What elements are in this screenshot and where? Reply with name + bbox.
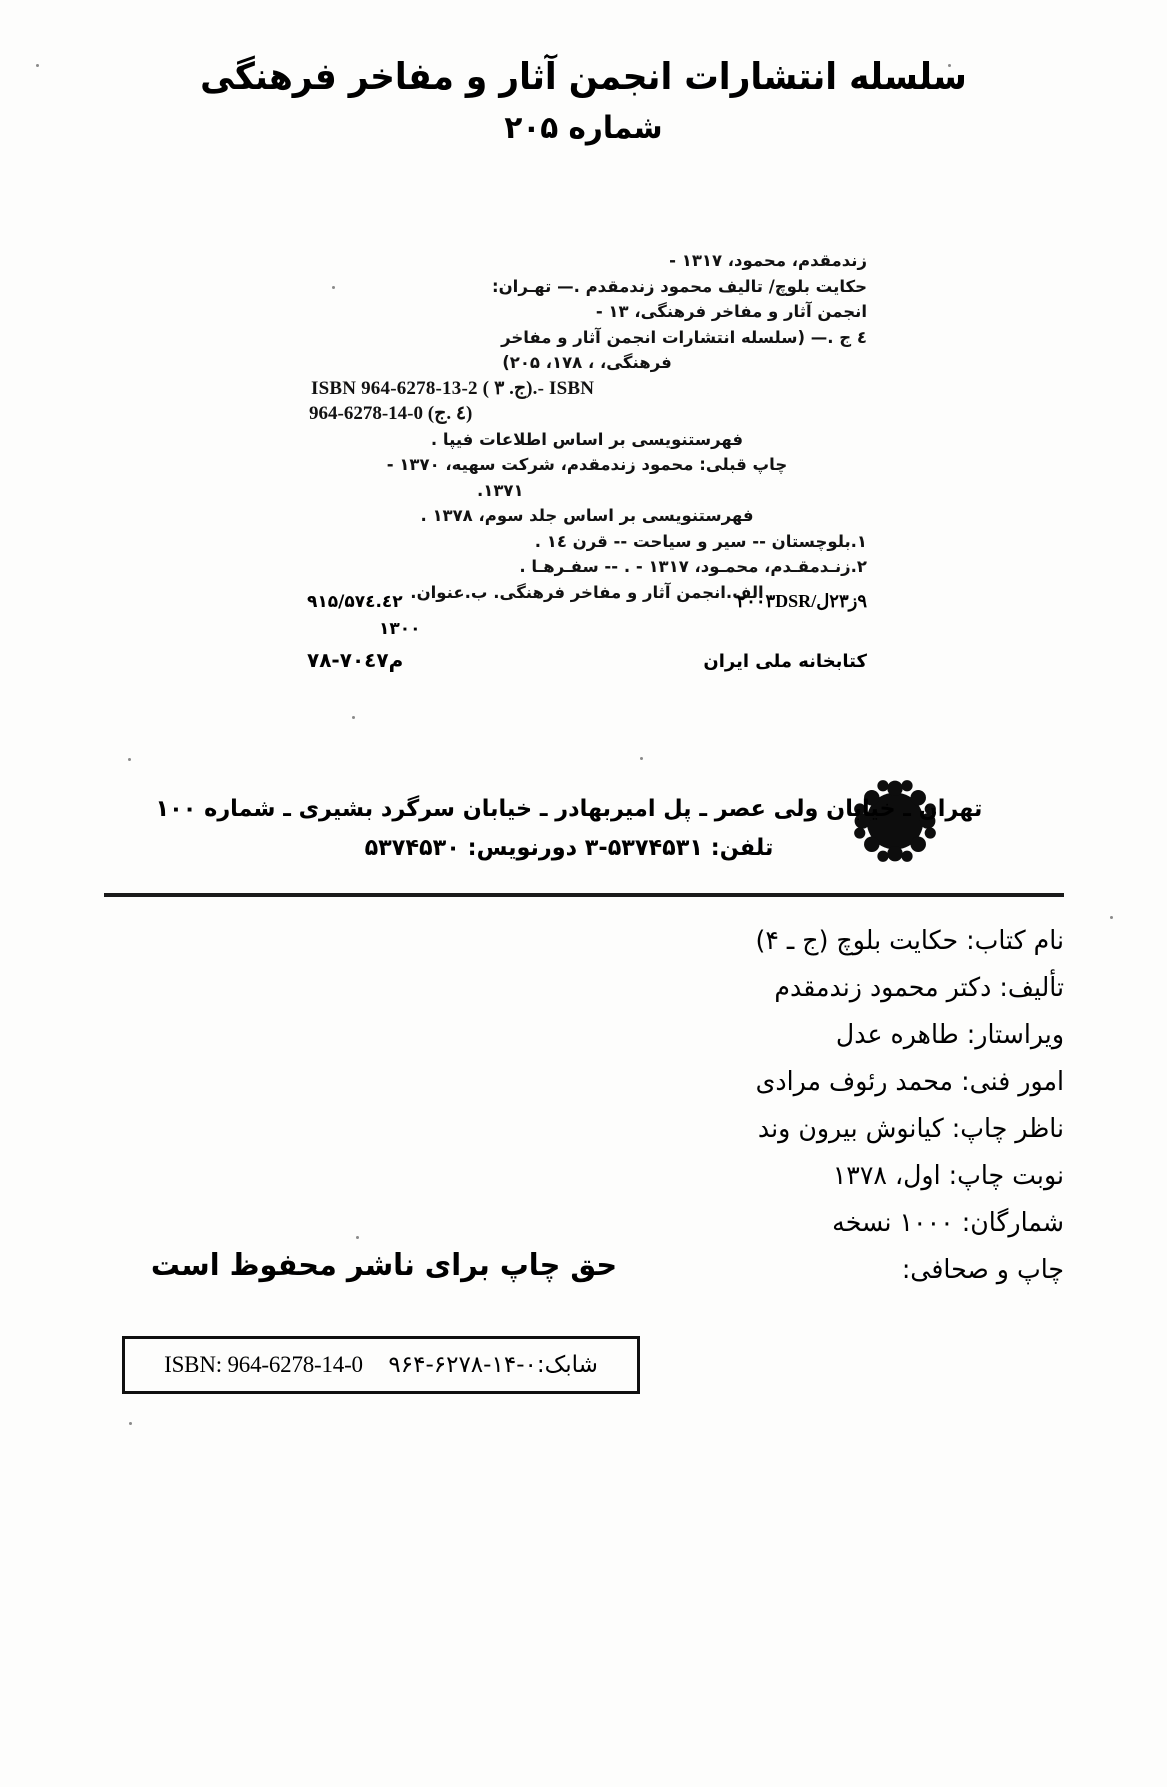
series-header [0, 52, 1167, 146]
isbn-number-fa: ۰-۱۴-۶۲۷۸-۹۶۴ [388, 1352, 537, 1378]
isbn-box [122, 1336, 640, 1394]
colophon-value: حکایت بلوچ (ج ـ ۴) [755, 926, 959, 956]
cip-cataloging-basis: فهرستنویسی بر اساس جلد سوم، ۱۳۷۸ . [420, 506, 754, 525]
scan-speck [1110, 916, 1113, 919]
colophon-label: ویراستار: [966, 1020, 1064, 1050]
isbn-number-en: 964-6278-14-0 [227, 1352, 363, 1377]
colophon-value: محمد رئوف مرادی [755, 1067, 954, 1097]
colophon-value: کیانوش بیرون وند [757, 1114, 944, 1144]
publisher-address-line: تهران ـ خیابان ولی عصر ـ پل امیربهادر ـ خیابان سرگرد بشیری ـ شماره ۱۰۰ [155, 796, 983, 822]
cip-added-entries: الف.انجمن آثار و مفاخر فرهنگی. ب.عنوان. [410, 582, 764, 602]
colophon-value: طاهره عدل [835, 1020, 959, 1050]
scan-speck [640, 757, 643, 760]
colophon-block [104, 918, 1064, 1294]
cip-subject-baluchistan: ۱.بلوچستان -- سیر و سیاحت -- قرن ۱٤ . [534, 531, 867, 551]
call-number-row [307, 588, 867, 642]
colophon-value: اول، ۱۳۷۸ [832, 1161, 941, 1191]
dewey-call-number: ۹۱۵/۵۷٤.٤۲ [307, 592, 403, 612]
colophon-row-edition [133, 1153, 1064, 1200]
cip-subject-zandmoqaddam: ۲.زنـدمقـدم، محمـود، ۱۳۱۷ - . -- سفـرهـا . [519, 557, 867, 576]
colophon-label: تألیف: [999, 973, 1064, 1003]
cip-extent-series: ٤ ج .— (سلسله انتشارات انجمن آثار و مفاخر [501, 327, 867, 347]
cip-cataloging-block [307, 248, 867, 605]
colophon-label: امور فنی: [961, 1067, 1064, 1097]
cip-series-numbering: فرهنگی، ، ۱۷۸، ۲۰۵) [502, 353, 672, 372]
colophon-value: دکتر محمود زندمقدم [774, 973, 992, 1003]
colophon-row-print-supervisor [133, 1106, 1064, 1153]
cip-author-heading: زندمقدم، محمود، ۱۳۱۷ - [669, 251, 867, 270]
isbn-label-fa: شابک: [536, 1352, 598, 1378]
colophon-label: شمارگان: [961, 1208, 1064, 1238]
horizontal-divider [104, 893, 1064, 897]
isbn-label-en: ISBN: [164, 1352, 222, 1377]
colophon-label: نام کتاب: [966, 926, 1064, 956]
cip-title-statement: حکایت بلوچ/ تالیف محمود زندمقدم .— تهـران: [492, 276, 867, 296]
colophon-row-print-run [133, 1200, 1064, 1247]
colophon-label: ناظر چاپ: [951, 1114, 1064, 1144]
colophon-row-book-title [133, 918, 1064, 965]
scan-speck [352, 716, 355, 719]
lc-call-number: ۹ز۲۳ل/۲۰۰۳DSR [736, 591, 867, 611]
cip-isbn-volume-4: 964-6278-14-0 (٤ .ج) [309, 403, 473, 424]
series-title: سلسله انتشارات انجمن آثار و مفاخر فرهنگی [200, 55, 967, 98]
cip-fipa-note: فهرستنویسی بر اساس اطلاعات فیپا . [430, 429, 744, 449]
national-library-row [307, 648, 867, 672]
publisher-phone-line: تلفن: ۵۳۷۴۵۳۱-۳ دورنویس: ۵۳۷۴۵۳۰ [364, 835, 774, 861]
scan-speck [128, 758, 131, 761]
colophon-label: چاپ و صحافی: [901, 1255, 1064, 1285]
scan-speck [129, 1422, 132, 1425]
national-library-label: کتابخانه ملی ایران [703, 651, 867, 672]
cip-previous-edition: چاپ قبلی: محمود زندمقدم، شرکت سهیه، ۱۳۷۰ - [386, 455, 788, 474]
isbn-content [164, 1352, 598, 1378]
national-library-record-number: م۷۰٤۷-۷۸ [307, 648, 404, 672]
colophon-value: ۱۰۰۰ نسخه [832, 1208, 954, 1238]
colophon-label: نوبت چاپ: [948, 1161, 1064, 1191]
cip-publisher-line: انجمن آثار و مفاخر فرهنگی، ۱۳ - [595, 302, 867, 321]
copyright-notice: حق چاپ برای ناشر محفوظ است [150, 1248, 618, 1283]
lc-call-number-second-line: ۱۳۰۰ [379, 619, 421, 639]
cip-isbn-volume-3: ISBN 964-6278-13-2 ( ۳ .ج).‎- ISBN [311, 377, 595, 399]
colophon-row-author [133, 965, 1064, 1012]
series-number: شماره ۲۰۵ [504, 109, 663, 146]
cip-previous-edition-continued: ۱۳۷۱. [477, 480, 524, 500]
colophon-row-technical-affairs [133, 1059, 1064, 1106]
publisher-address-block [105, 790, 1062, 868]
colophon-row-editor [133, 1012, 1064, 1059]
